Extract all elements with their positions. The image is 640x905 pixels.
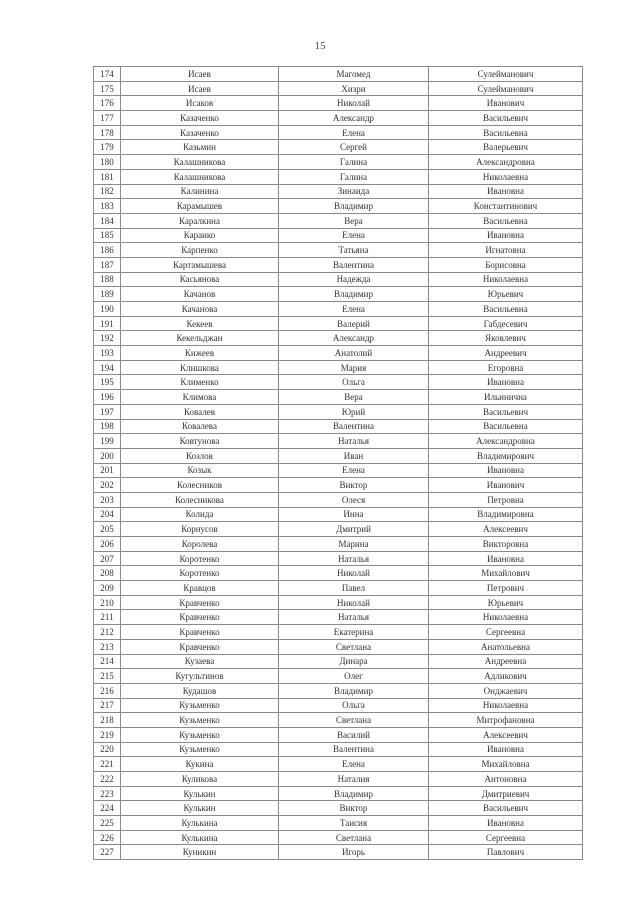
patronymic-cell: Павлович: [429, 845, 583, 860]
table-row: [94, 257, 583, 272]
table-row: [94, 434, 583, 449]
first-name-cell: Елена: [279, 228, 429, 243]
patronymic-cell: Сулейманович: [429, 81, 583, 96]
patronymic-cell: Борисовна: [429, 257, 583, 272]
row-number-cell: 197: [94, 404, 121, 419]
row-number-cell: 210: [94, 595, 121, 610]
first-name-cell: Владимир: [279, 683, 429, 698]
first-name-cell: Вера: [279, 390, 429, 405]
last-name-cell: Коротенко: [121, 551, 279, 566]
last-name-cell: Казаченко: [121, 111, 279, 126]
table-row: [94, 713, 583, 728]
patronymic-cell: Иванович: [429, 478, 583, 493]
patronymic-cell: Васильевна: [429, 302, 583, 317]
row-number-cell: 176: [94, 96, 121, 111]
last-name-cell: Кравченко: [121, 639, 279, 654]
last-name-cell: Кузаева: [121, 654, 279, 669]
patronymic-cell: Николаевна: [429, 610, 583, 625]
patronymic-cell: Юрьевич: [429, 287, 583, 302]
row-number-cell: 214: [94, 654, 121, 669]
patronymic-cell: Алексеевич: [429, 727, 583, 742]
first-name-cell: Татьяна: [279, 243, 429, 258]
roster-table: [93, 66, 583, 860]
first-name-cell: Валентина: [279, 419, 429, 434]
row-number-cell: 215: [94, 669, 121, 684]
first-name-cell: Виктор: [279, 478, 429, 493]
last-name-cell: Кукина: [121, 757, 279, 772]
last-name-cell: Исаев: [121, 67, 279, 82]
last-name-cell: Колесников: [121, 478, 279, 493]
table-row: [94, 67, 583, 82]
first-name-cell: Светлана: [279, 830, 429, 845]
table-row: [94, 316, 583, 331]
table-row: [94, 698, 583, 713]
table-row: [94, 228, 583, 243]
row-number-cell: 190: [94, 302, 121, 317]
row-number-cell: 195: [94, 375, 121, 390]
patronymic-cell: Алексеевич: [429, 522, 583, 537]
row-number-cell: 224: [94, 801, 121, 816]
patronymic-cell: Дмитриевич: [429, 786, 583, 801]
row-number-cell: 219: [94, 727, 121, 742]
last-name-cell: Касьянова: [121, 272, 279, 287]
first-name-cell: Наталья: [279, 610, 429, 625]
patronymic-cell: Валерьевич: [429, 140, 583, 155]
last-name-cell: Кулькин: [121, 801, 279, 816]
table-row: [94, 595, 583, 610]
row-number-cell: 225: [94, 816, 121, 831]
first-name-cell: Владимир: [279, 199, 429, 214]
row-number-cell: 184: [94, 213, 121, 228]
first-name-cell: Светлана: [279, 713, 429, 728]
patronymic-cell: Викторовна: [429, 537, 583, 552]
row-number-cell: 217: [94, 698, 121, 713]
table-row: [94, 830, 583, 845]
table-row: [94, 199, 583, 214]
last-name-cell: Козлов: [121, 448, 279, 463]
row-number-cell: 200: [94, 448, 121, 463]
last-name-cell: Кекельджан: [121, 331, 279, 346]
patronymic-cell: Ивановна: [429, 551, 583, 566]
table-row: [94, 360, 583, 375]
row-number-cell: 192: [94, 331, 121, 346]
table-row: [94, 272, 583, 287]
row-number-cell: 180: [94, 155, 121, 170]
last-name-cell: Казаченко: [121, 125, 279, 140]
first-name-cell: Таисия: [279, 816, 429, 831]
patronymic-cell: Юрьевич: [429, 595, 583, 610]
row-number-cell: 213: [94, 639, 121, 654]
first-name-cell: Владимир: [279, 786, 429, 801]
table-row: [94, 772, 583, 787]
patronymic-cell: Васильевич: [429, 404, 583, 419]
first-name-cell: Надежда: [279, 272, 429, 287]
table-row: [94, 625, 583, 640]
patronymic-cell: Анатольевна: [429, 639, 583, 654]
table-row: [94, 845, 583, 860]
row-number-cell: 196: [94, 390, 121, 405]
row-number-cell: 178: [94, 125, 121, 140]
row-number-cell: 201: [94, 463, 121, 478]
last-name-cell: Кулькина: [121, 830, 279, 845]
first-name-cell: Инна: [279, 507, 429, 522]
patronymic-cell: Игнатовна: [429, 243, 583, 258]
table-row: [94, 404, 583, 419]
last-name-cell: Качанова: [121, 302, 279, 317]
last-name-cell: Каралкина: [121, 213, 279, 228]
row-number-cell: 222: [94, 772, 121, 787]
row-number-cell: 183: [94, 199, 121, 214]
patronymic-cell: Васильевна: [429, 419, 583, 434]
row-number-cell: 199: [94, 434, 121, 449]
first-name-cell: Елена: [279, 463, 429, 478]
last-name-cell: Кузьменко: [121, 698, 279, 713]
row-number-cell: 175: [94, 81, 121, 96]
first-name-cell: Елена: [279, 757, 429, 772]
first-name-cell: Ольга: [279, 698, 429, 713]
first-name-cell: Николай: [279, 96, 429, 111]
first-name-cell: Марина: [279, 537, 429, 552]
last-name-cell: Исаев: [121, 81, 279, 96]
patronymic-cell: Константинович: [429, 199, 583, 214]
table-row: [94, 346, 583, 361]
first-name-cell: Анатолий: [279, 346, 429, 361]
last-name-cell: Кравченко: [121, 595, 279, 610]
patronymic-cell: Ильинична: [429, 390, 583, 405]
patronymic-cell: Ивановна: [429, 184, 583, 199]
last-name-cell: Карамышев: [121, 199, 279, 214]
row-number-cell: 187: [94, 257, 121, 272]
last-name-cell: Калашникова: [121, 155, 279, 170]
first-name-cell: Наталья: [279, 551, 429, 566]
row-number-cell: 174: [94, 67, 121, 82]
row-number-cell: 207: [94, 551, 121, 566]
last-name-cell: Кузьменко: [121, 713, 279, 728]
row-number-cell: 203: [94, 492, 121, 507]
row-number-cell: 212: [94, 625, 121, 640]
last-name-cell: Кудашов: [121, 683, 279, 698]
last-name-cell: Корнусов: [121, 522, 279, 537]
patronymic-cell: Михайловна: [429, 757, 583, 772]
first-name-cell: Дмитрий: [279, 522, 429, 537]
first-name-cell: Светлана: [279, 639, 429, 654]
patronymic-cell: Яковлевич: [429, 331, 583, 346]
table-row: [94, 448, 583, 463]
last-name-cell: Караико: [121, 228, 279, 243]
last-name-cell: Кулькина: [121, 816, 279, 831]
patronymic-cell: Михайлович: [429, 566, 583, 581]
patronymic-cell: Ивановна: [429, 228, 583, 243]
patronymic-cell: Ивановна: [429, 742, 583, 757]
first-name-cell: Валентина: [279, 257, 429, 272]
last-name-cell: Картамышева: [121, 257, 279, 272]
first-name-cell: Наталья: [279, 434, 429, 449]
first-name-cell: Николай: [279, 566, 429, 581]
first-name-cell: Елена: [279, 302, 429, 317]
row-number-cell: 194: [94, 360, 121, 375]
table-row: [94, 786, 583, 801]
row-number-cell: 179: [94, 140, 121, 155]
table-row: [94, 639, 583, 654]
table-row: [94, 213, 583, 228]
first-name-cell: Александр: [279, 331, 429, 346]
first-name-cell: Александр: [279, 111, 429, 126]
last-name-cell: Колида: [121, 507, 279, 522]
last-name-cell: Качанов: [121, 287, 279, 302]
first-name-cell: Магомед: [279, 67, 429, 82]
first-name-cell: Иван: [279, 448, 429, 463]
last-name-cell: Ковалев: [121, 404, 279, 419]
patronymic-cell: Сергеевна: [429, 625, 583, 640]
row-number-cell: 186: [94, 243, 121, 258]
patronymic-cell: Ивановна: [429, 816, 583, 831]
last-name-cell: Калашникова: [121, 169, 279, 184]
row-number-cell: 216: [94, 683, 121, 698]
row-number-cell: 193: [94, 346, 121, 361]
first-name-cell: Виктор: [279, 801, 429, 816]
patronymic-cell: Сергеевна: [429, 830, 583, 845]
table-row: [94, 419, 583, 434]
table-row: [94, 140, 583, 155]
patronymic-cell: Васильевна: [429, 213, 583, 228]
last-name-cell: Исаков: [121, 96, 279, 111]
first-name-cell: Валерий: [279, 316, 429, 331]
first-name-cell: Сергей: [279, 140, 429, 155]
table-row: [94, 654, 583, 669]
table-row: [94, 610, 583, 625]
patronymic-cell: Николаевна: [429, 272, 583, 287]
patronymic-cell: Адликович: [429, 669, 583, 684]
last-name-cell: Куникин: [121, 845, 279, 860]
last-name-cell: Коротенко: [121, 566, 279, 581]
last-name-cell: Климова: [121, 390, 279, 405]
first-name-cell: Елена: [279, 125, 429, 140]
first-name-cell: Хизри: [279, 81, 429, 96]
table-row: [94, 184, 583, 199]
patronymic-cell: Васильевич: [429, 801, 583, 816]
first-name-cell: Вера: [279, 213, 429, 228]
table-row: [94, 169, 583, 184]
row-number-cell: 206: [94, 537, 121, 552]
first-name-cell: Динара: [279, 654, 429, 669]
last-name-cell: Кижеев: [121, 346, 279, 361]
patronymic-cell: Васильевич: [429, 111, 583, 126]
table-row: [94, 96, 583, 111]
first-name-cell: Мария: [279, 360, 429, 375]
table-row: [94, 287, 583, 302]
patronymic-cell: Петрович: [429, 581, 583, 596]
table-row: [94, 375, 583, 390]
table-row: [94, 390, 583, 405]
last-name-cell: Клишкова: [121, 360, 279, 375]
table-row: [94, 463, 583, 478]
row-number-cell: 227: [94, 845, 121, 860]
patronymic-cell: Онджаевич: [429, 683, 583, 698]
table-row: [94, 801, 583, 816]
first-name-cell: Зинаида: [279, 184, 429, 199]
patronymic-cell: Владимирович: [429, 448, 583, 463]
first-name-cell: Олег: [279, 669, 429, 684]
last-name-cell: Клименко: [121, 375, 279, 390]
patronymic-cell: Митрофановна: [429, 713, 583, 728]
row-number-cell: 223: [94, 786, 121, 801]
table-row: [94, 581, 583, 596]
last-name-cell: Кузьменко: [121, 727, 279, 742]
table-row: [94, 111, 583, 126]
first-name-cell: Галина: [279, 155, 429, 170]
patronymic-cell: Ивановна: [429, 375, 583, 390]
first-name-cell: Василий: [279, 727, 429, 742]
row-number-cell: 208: [94, 566, 121, 581]
first-name-cell: Олеся: [279, 492, 429, 507]
first-name-cell: Павел: [279, 581, 429, 596]
row-number-cell: 218: [94, 713, 121, 728]
row-number-cell: 221: [94, 757, 121, 772]
table-row: [94, 742, 583, 757]
last-name-cell: Кузьменко: [121, 742, 279, 757]
patronymic-cell: Андреевич: [429, 346, 583, 361]
last-name-cell: Ковтунова: [121, 434, 279, 449]
row-number-cell: 177: [94, 111, 121, 126]
table-row: [94, 331, 583, 346]
table-row: [94, 478, 583, 493]
last-name-cell: Кравченко: [121, 625, 279, 640]
table-row: [94, 125, 583, 140]
first-name-cell: Игорь: [279, 845, 429, 860]
row-number-cell: 181: [94, 169, 121, 184]
row-number-cell: 182: [94, 184, 121, 199]
first-name-cell: Юрий: [279, 404, 429, 419]
table-row: [94, 492, 583, 507]
table-row: [94, 566, 583, 581]
last-name-cell: Кугультинов: [121, 669, 279, 684]
patronymic-cell: Андреевна: [429, 654, 583, 669]
table-row: [94, 302, 583, 317]
first-name-cell: Ольга: [279, 375, 429, 390]
row-number-cell: 198: [94, 419, 121, 434]
row-number-cell: 209: [94, 581, 121, 596]
table-row: [94, 551, 583, 566]
last-name-cell: Ковалева: [121, 419, 279, 434]
table-row: [94, 816, 583, 831]
first-name-cell: Владимир: [279, 287, 429, 302]
table-row: [94, 81, 583, 96]
patronymic-cell: Антоновна: [429, 772, 583, 787]
row-number-cell: 189: [94, 287, 121, 302]
patronymic-cell: Александровна: [429, 434, 583, 449]
patronymic-cell: Ивановна: [429, 463, 583, 478]
table-row: [94, 522, 583, 537]
row-number-cell: 188: [94, 272, 121, 287]
patronymic-cell: Иванович: [429, 96, 583, 111]
row-number-cell: 211: [94, 610, 121, 625]
first-name-cell: Екатерина: [279, 625, 429, 640]
table-row: [94, 537, 583, 552]
first-name-cell: Николай: [279, 595, 429, 610]
patronymic-cell: Васильевна: [429, 125, 583, 140]
patronymic-cell: Сулейманович: [429, 67, 583, 82]
roster-body: [94, 67, 583, 860]
patronymic-cell: Владимировна: [429, 507, 583, 522]
table-row: [94, 669, 583, 684]
last-name-cell: Королева: [121, 537, 279, 552]
last-name-cell: Козык: [121, 463, 279, 478]
row-number-cell: 205: [94, 522, 121, 537]
table-row: [94, 727, 583, 742]
last-name-cell: Карпенко: [121, 243, 279, 258]
table-row: [94, 507, 583, 522]
last-name-cell: Кравченко: [121, 610, 279, 625]
row-number-cell: 202: [94, 478, 121, 493]
row-number-cell: 220: [94, 742, 121, 757]
last-name-cell: Куликова: [121, 772, 279, 787]
first-name-cell: Галина: [279, 169, 429, 184]
row-number-cell: 191: [94, 316, 121, 331]
row-number-cell: 204: [94, 507, 121, 522]
first-name-cell: Валентина: [279, 742, 429, 757]
last-name-cell: Кравцов: [121, 581, 279, 596]
last-name-cell: Колесникова: [121, 492, 279, 507]
last-name-cell: Кекеев: [121, 316, 279, 331]
first-name-cell: Наталия: [279, 772, 429, 787]
table-row: [94, 155, 583, 170]
table-row: [94, 757, 583, 772]
last-name-cell: Калинина: [121, 184, 279, 199]
last-name-cell: Казьмин: [121, 140, 279, 155]
patronymic-cell: Николаевна: [429, 698, 583, 713]
table-row: [94, 683, 583, 698]
patronymic-cell: Петровна: [429, 492, 583, 507]
row-number-cell: 226: [94, 830, 121, 845]
patronymic-cell: Александровна: [429, 155, 583, 170]
patronymic-cell: Николаевна: [429, 169, 583, 184]
row-number-cell: 185: [94, 228, 121, 243]
page-number: 15: [314, 40, 326, 52]
patronymic-cell: Егоровна: [429, 360, 583, 375]
last-name-cell: Кулькин: [121, 786, 279, 801]
patronymic-cell: Габдесевич: [429, 316, 583, 331]
table-row: [94, 243, 583, 258]
